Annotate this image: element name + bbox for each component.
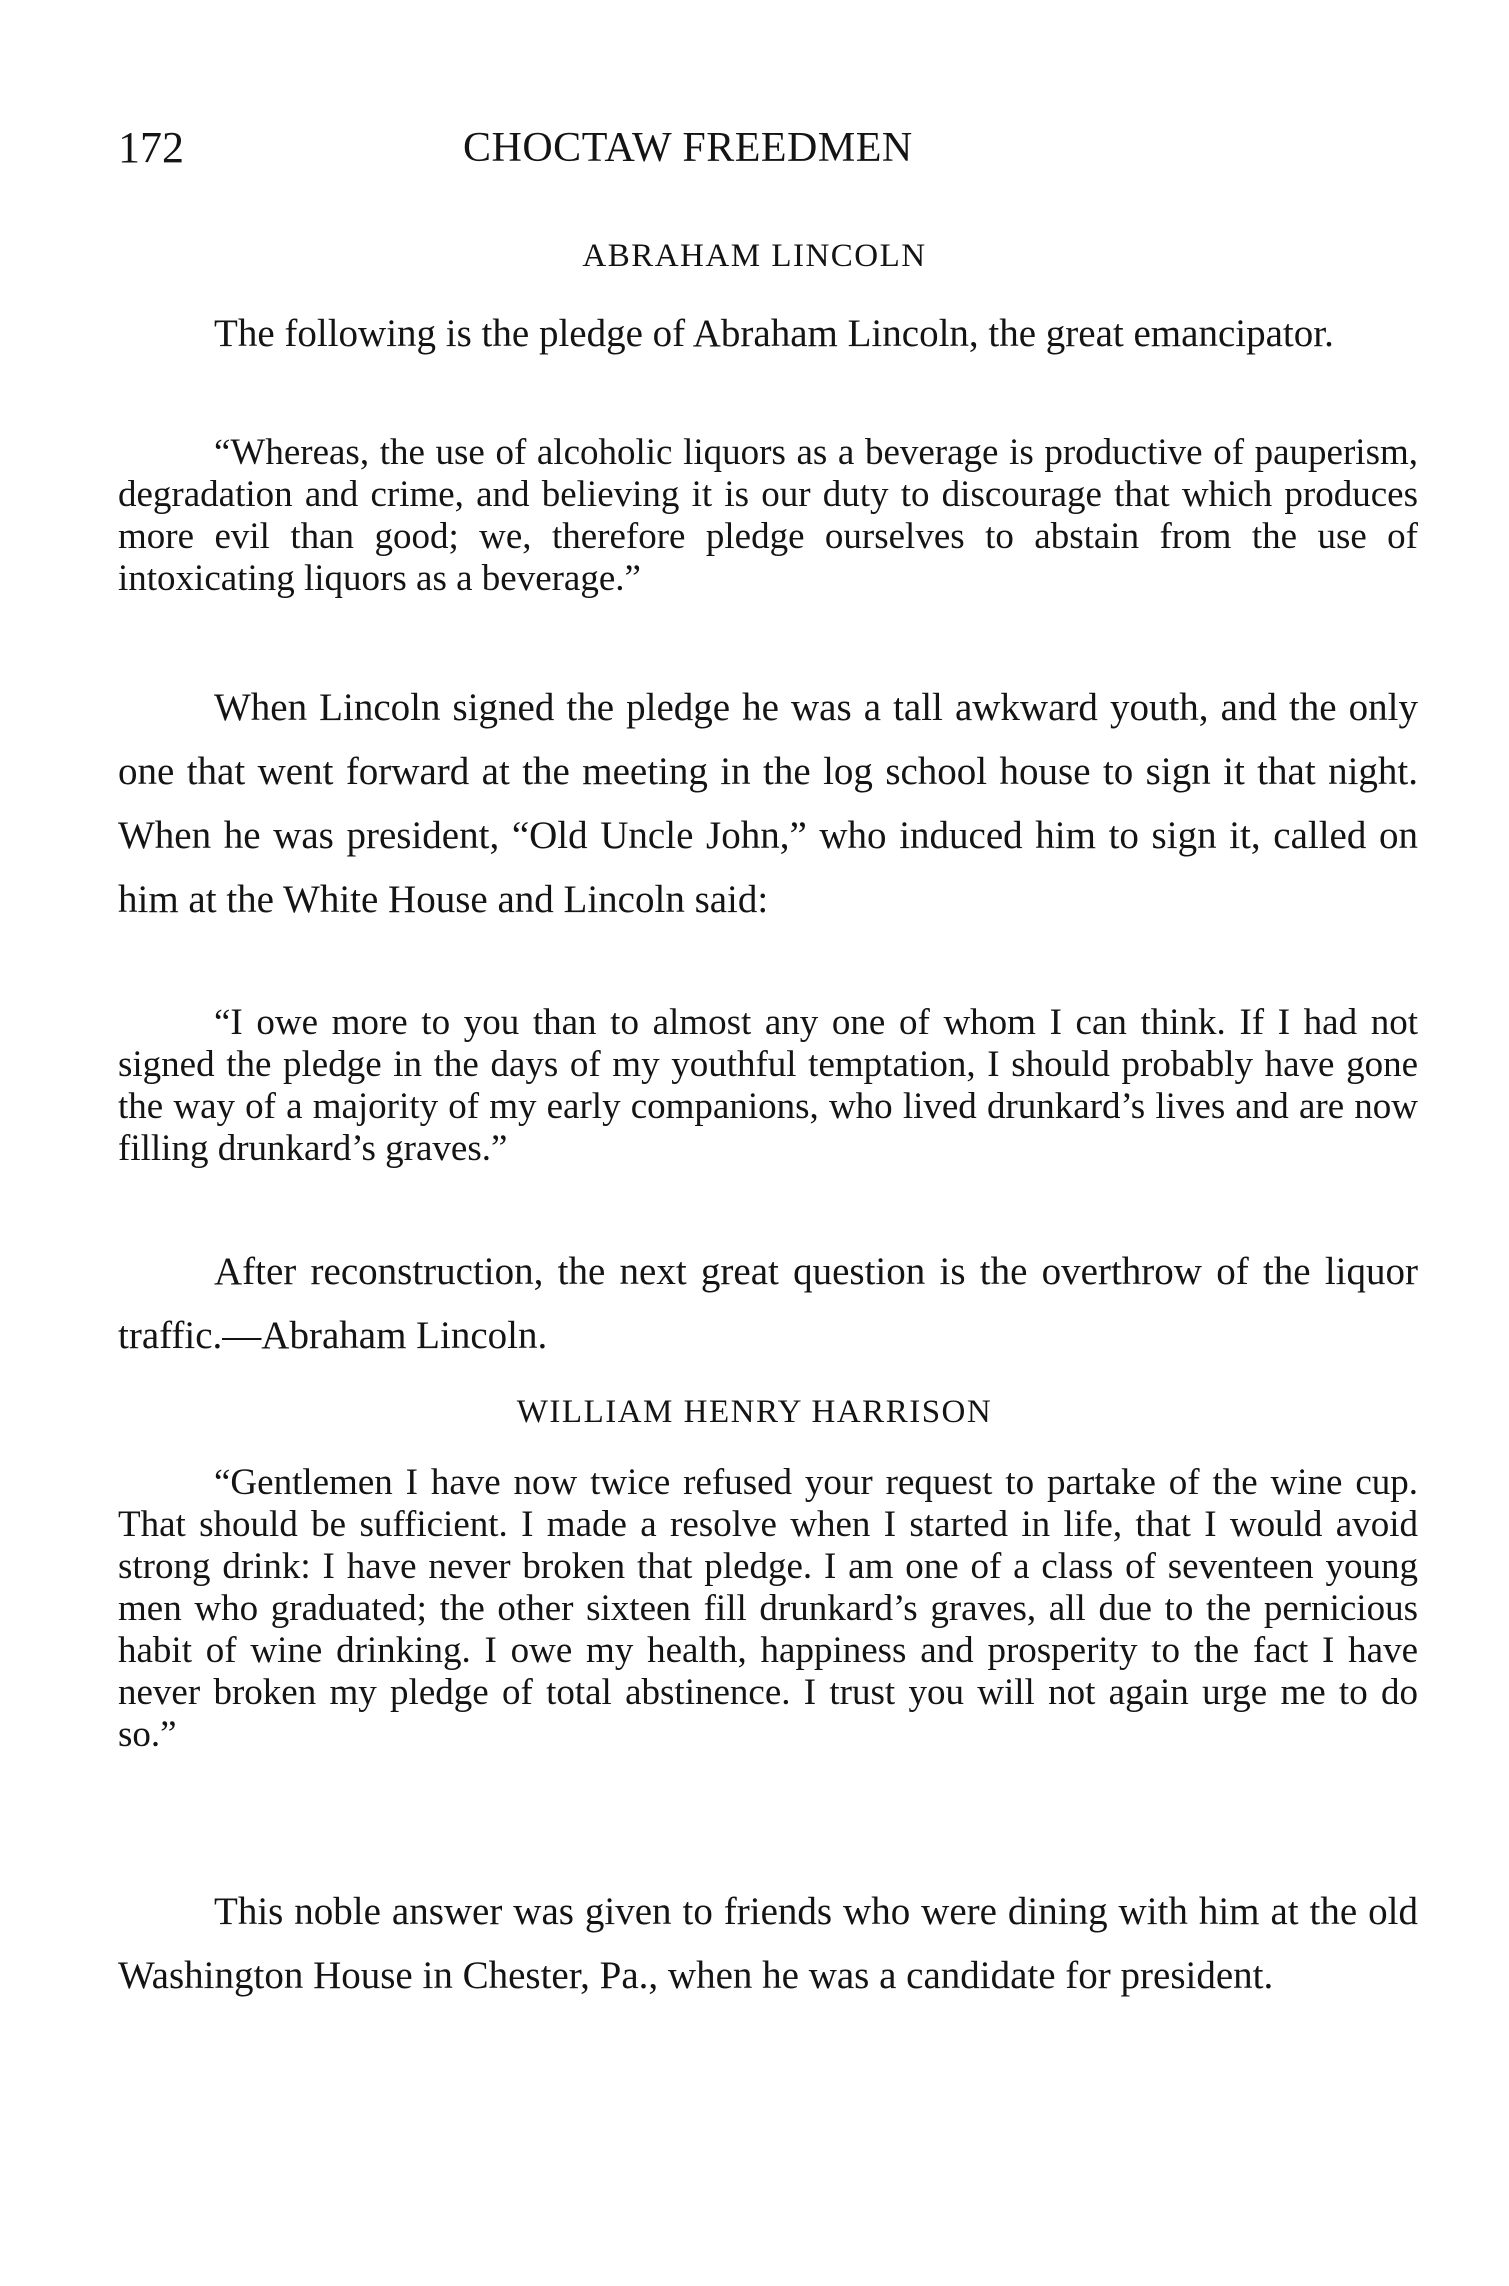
lincoln-narrative-paragraph: When Lincoln signed the pledge he was a tall awkward youth, and the only one that went forward at the meeting in the log school house to sign it that night. When he was president, “Old Uncle John,” who induced him to sign it, called on him at the White House and Lincoln said: <box>118 686 1418 921</box>
lincoln-intro-paragraph: The following is the pledge of Abraham Lincoln, the great emancipator. <box>214 312 1334 355</box>
harrison-quote-paragraph: “Gentlemen I have now twice refused your request to partake of the wine cup. That should be sufficient. I made a resolve when I started in life, that I would avoid strong drink: I have never broken that pledge. I am one of a class of seventeen young men who graduated; the other sixteen fill drunkard’s graves, all due to the pernicious habit of wine drinking. I owe my health, happiness and prosperity to the fact I have never broken my pledge of total abstinence. I trust you will not again urge me to do so.” <box>118 1462 1418 1755</box>
book-title: CHOCTAW FREEDMEN <box>463 125 913 171</box>
lincoln-pledge-block <box>118 432 1418 600</box>
harrison-quote-block <box>118 1462 1418 1756</box>
lincoln-quote-block <box>118 1002 1418 1170</box>
lincoln-quote-paragraph: “I owe more to you than to almost any one of whom I can think. If I had not signed the pledge in the days of my youthful temptation, I should probably have gone the way of a majority of my early companions, who lived drunkard’s lives and are now filling drunkard’s graves.” <box>118 1002 1418 1169</box>
harrison-closing-paragraph: This noble answer was given to friends who were dining with him at the old Washington House in Chester, Pa., when he was a candidate for president. <box>118 1890 1418 1997</box>
lincoln-intro-block <box>118 302 1418 366</box>
page-number: 172 <box>118 123 184 172</box>
section-heading-harrison: WILLIAM HENRY HARRISON <box>516 1394 993 1430</box>
lincoln-pledge-quote: “Whereas, the use of alcoholic liquors as a beverage is productive of pauperism, degradation and crime, and believing it is our duty to discourage that which produces more evil than good; we, therefore pledge ourselves to abstain from the use of intoxicating liquors as a beverage.” <box>118 432 1418 599</box>
section-heading-lincoln: ABRAHAM LINCOLN <box>582 238 927 274</box>
running-head <box>118 118 1418 178</box>
lincoln-closing-paragraph: After reconstruction, the next great question is the overthrow of the liquor traffic.—Abraham Lincoln. <box>118 1250 1418 1357</box>
harrison-closing-block <box>118 1880 1418 2008</box>
lincoln-closing-block <box>118 1240 1418 1368</box>
lincoln-narrative-block <box>118 676 1418 932</box>
